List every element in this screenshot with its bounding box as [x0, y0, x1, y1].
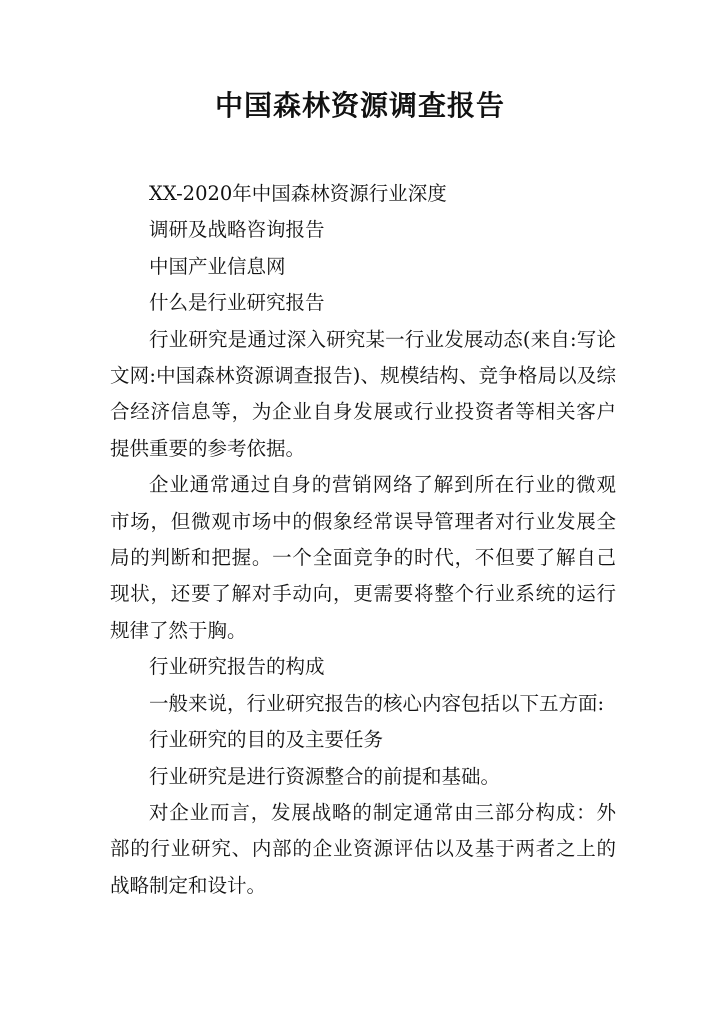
- paragraph-market: 企业通常通过自身的营销网络了解到所在行业的微观市场，但微观市场中的假象经常误导管理者对行业发展全局的判断和把握。一个全面竞争的时代，不但要了解自己现状，还要了解对手动向，更需要将整个行业系统的运行规律了然于胸。: [110, 473, 616, 642]
- source-line: 中国产业信息网: [149, 254, 286, 278]
- document-title: 中国森林资源调查报告: [214, 89, 505, 122]
- section-heading-purpose: 行业研究的目的及主要任务: [149, 728, 384, 752]
- section-heading-composition: 行业研究报告的构成: [149, 655, 325, 679]
- paragraph-five-aspects: 一般来说，行业研究报告的核心内容包括以下五方面:: [149, 691, 605, 715]
- document-body: [110, 176, 616, 904]
- paragraph-definition: 行业研究是通过深入研究某一行业发展动态(来自:写论文网:中国森林资源调查报告)、规模结构、竞争格局以及综合经济信息等，为企业自身发展或行业投资者等相关客户提供重要的参考依据。: [110, 327, 616, 460]
- paragraph-foundation: 行业研究是进行资源整合的前提和基础。: [149, 764, 501, 788]
- report-name-line-1: XX-2020年中国森林资源行业深度: [149, 182, 447, 205]
- section-heading-what-is: 什么是行业研究报告: [149, 291, 325, 315]
- paragraph-strategy: 对企业而言，发展战略的制定通常由三部分构成：外部的行业研究、内部的企业资源评估以及基于两者之上的战略制定和设计。: [110, 800, 616, 897]
- report-name-line-2: 调研及战略咨询报告: [149, 218, 325, 242]
